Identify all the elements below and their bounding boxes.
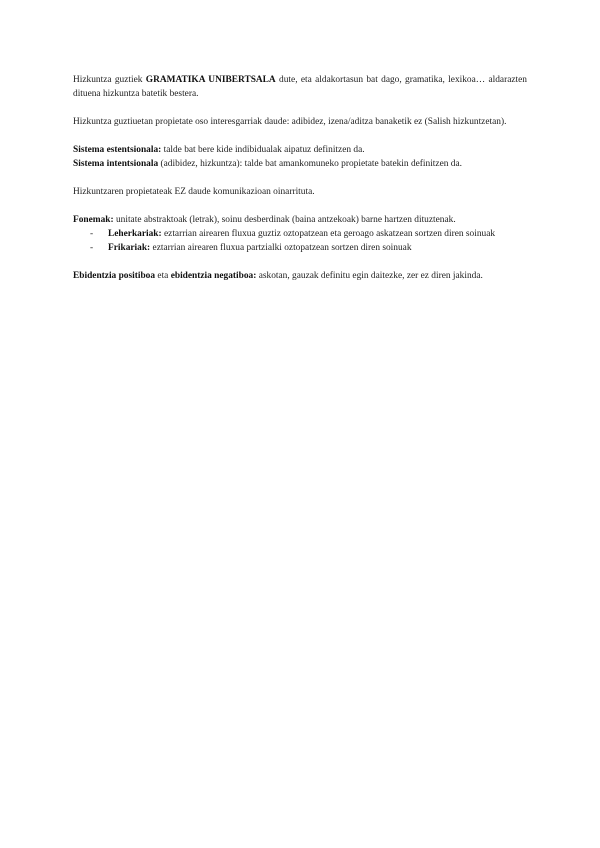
paragraph-properties: Hizkuntza guztiuetan propietate oso interesgarriak daude: adibidez, izena/aditza banaketik ez (Salish hizkuntzetan). bbox=[73, 117, 507, 127]
paragraph-spacer bbox=[73, 255, 527, 269]
document-body bbox=[73, 73, 527, 283]
text-run: dute, eta aldakortasun bat dago, gramatika, lexikoa… aldarazten dituena hizkuntza batetik bestera. bbox=[73, 75, 527, 99]
bold-term: Fonemak: bbox=[73, 215, 114, 225]
bold-term: Leherkariak: bbox=[108, 229, 162, 239]
bold-term: Frikariak: bbox=[108, 243, 151, 253]
paragraph-extensional-system bbox=[73, 143, 527, 157]
paragraph-spacer bbox=[73, 199, 527, 213]
list-dash: - bbox=[90, 243, 94, 253]
list-item bbox=[73, 241, 527, 255]
bold-term: Sistema intentsionala bbox=[73, 159, 159, 169]
paragraph-intensional-system bbox=[73, 157, 527, 171]
list-dash: - bbox=[90, 229, 94, 239]
bold-term: Sistema estentsionala: bbox=[73, 145, 162, 155]
phoneme-list bbox=[73, 227, 527, 255]
list-item bbox=[73, 227, 527, 241]
paragraph-phonemes bbox=[73, 213, 527, 227]
paragraph-spacer bbox=[73, 101, 527, 115]
text-run: unitate abstraktoak (letrak), soinu desberdinak (baina antzekoak) barne hartzen dituztenak. bbox=[113, 215, 456, 225]
paragraph-spacer bbox=[73, 129, 527, 143]
text-run: talde bat bere kide indibidualak aipatuz definitzen da. bbox=[161, 145, 365, 155]
text-run: (adibidez, hizkuntza): talde bat amankomuneko propietate batekin definitzen da. bbox=[158, 159, 462, 169]
text-run: eta bbox=[155, 271, 171, 281]
paragraph-communication: Hizkuntzaren propietateak EZ daude komunikazioan oinarrituta. bbox=[73, 187, 315, 197]
bold-term: GRAMATIKA UNIBERTSALA bbox=[145, 75, 276, 85]
paragraph-evidence bbox=[73, 269, 527, 283]
paragraph-spacer bbox=[73, 171, 527, 185]
text-run: eztarrian airearen fluxua guztiz oztopatzean eta geroago askatzean sortzen diren soinuak bbox=[161, 229, 496, 239]
text-run: eztarrian airearen fluxua partzialki oztopatzean sortzen diren soinuak bbox=[150, 243, 412, 253]
bold-term: ebidentzia negatiboa: bbox=[170, 271, 257, 281]
text-run: askotan, gauzak definitu egin daitezke, zer ez diren jakinda. bbox=[256, 271, 483, 281]
paragraph-universal-grammar bbox=[73, 73, 527, 101]
text-run: Hizkuntza guztiek bbox=[73, 75, 146, 85]
bold-term: Ebidentzia positiboa bbox=[73, 271, 156, 281]
